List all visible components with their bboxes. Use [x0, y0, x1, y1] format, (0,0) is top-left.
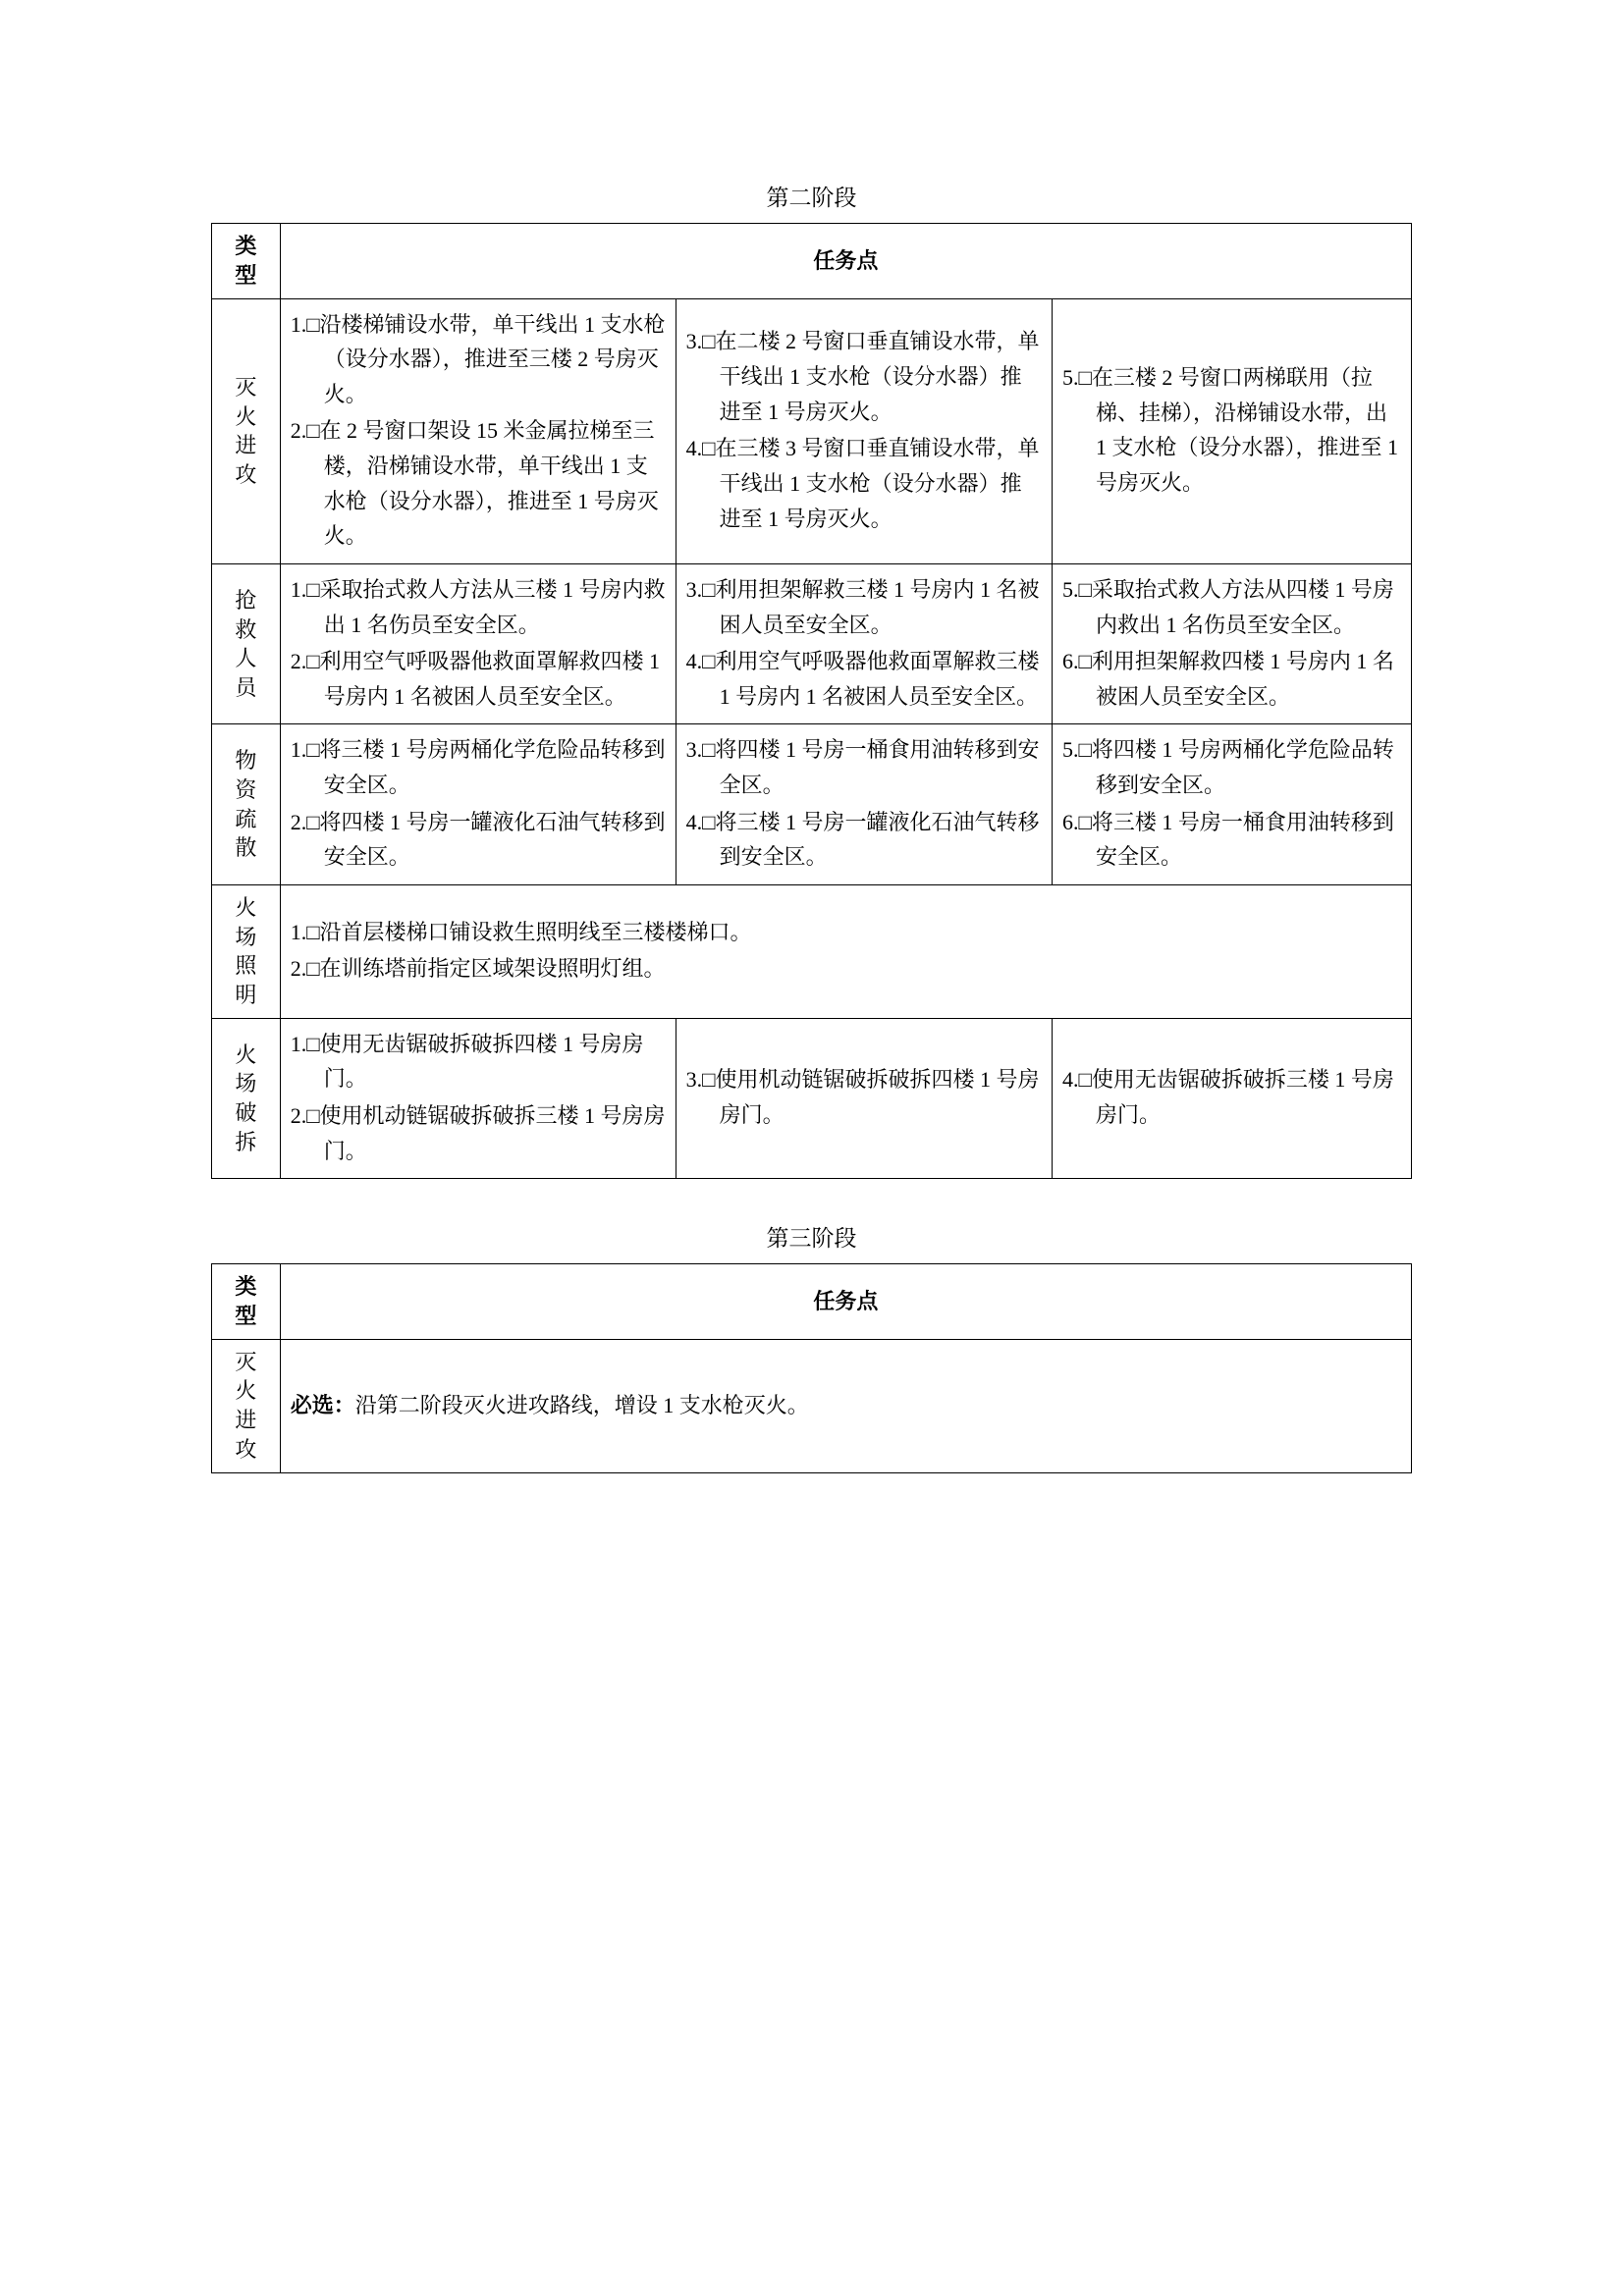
phase3-table: [211, 1263, 1412, 1472]
task-cell: [676, 298, 1052, 563]
header-type-cell: [212, 224, 281, 298]
task-cell: [280, 1018, 676, 1179]
task-item: 2.□在训练塔前指定区域架设照明灯组。: [290, 956, 666, 982]
task-item: 6.□利用担架解救四楼 1 号房内 1 名被困人员至安全区。: [1062, 649, 1394, 709]
row-type-cell: [212, 298, 281, 563]
required-prefix: 必选：: [290, 1393, 355, 1418]
row-type-label: 物资疏散: [235, 748, 257, 861]
task-item: 2.□使用机动链锯破拆破拆三楼 1 号房房门。: [290, 1102, 666, 1163]
task-item: 5.□将四楼 1 号房两桶化学危险品转移到安全区。: [1062, 737, 1394, 798]
task-item: 2.□将四楼 1 号房一罐液化石油气转移到安全区。: [290, 809, 666, 870]
header-task-cell: 任务点: [280, 1264, 1411, 1339]
row-type-cell: [212, 884, 281, 1018]
task-item: 3.□将四楼 1 号房一桶食用油转移到安全区。: [685, 737, 1040, 798]
task-cell: [1053, 724, 1412, 885]
task-cell: [676, 724, 1052, 885]
task-cell: [280, 724, 676, 885]
header-task-cell: 任务点: [280, 224, 1411, 298]
row-type-cell: [212, 1339, 281, 1472]
task-cell: [676, 563, 1052, 724]
task-item: 1.□使用无齿锯破拆破拆四楼 1 号房房门。: [290, 1031, 644, 1092]
table-row: [212, 563, 1412, 724]
row-type-cell: [212, 724, 281, 885]
row-type-cell: [212, 563, 281, 724]
task-item: 4.□利用空气呼吸器他救面罩解救三楼 1 号房内 1 名被困人员至安全区。: [685, 649, 1040, 709]
phase2-title: 第二阶段: [766, 185, 857, 210]
row-type-label: 灭火进攻: [235, 1349, 257, 1462]
row-type-label: 抢救人员: [235, 587, 257, 700]
row-type-label: 灭火进攻: [235, 374, 257, 487]
row-type-label: 火场破拆: [235, 1041, 257, 1154]
phase3-title: 第三阶段: [766, 1225, 857, 1252]
row-type-label: 火场照明: [235, 894, 257, 1007]
table-row: [212, 724, 1412, 885]
task-cell: [280, 298, 676, 563]
row-type-cell: [212, 1018, 281, 1179]
task-item: 1.□沿楼梯铺设水带，单干线出 1 支水枪（设分水器），推进至三楼 2 号房灭火。: [290, 311, 666, 406]
table-row: [212, 298, 1412, 563]
task-cell: [280, 884, 1411, 1018]
table-row: [212, 1018, 1412, 1179]
task-item: 3.□利用担架解救三楼 1 号房内 1 名被困人员至安全区。: [685, 576, 1040, 637]
table-row: [212, 884, 1412, 1018]
task-cell: [1053, 1018, 1412, 1179]
task-item: 4.□使用无齿锯破拆破拆三楼 1 号房房门。: [1062, 1067, 1394, 1127]
task-item: 6.□将三楼 1 号房一桶食用油转移到安全区。: [1062, 809, 1394, 870]
task-cell: [280, 1339, 1411, 1472]
task-item: 沿第二阶段灭火进攻路线，增设 1 支水枪灭火。: [354, 1393, 809, 1418]
task-item: 1.□将三楼 1 号房两桶化学危险品转移到安全区。: [290, 737, 666, 798]
table-header-row: [212, 224, 1412, 298]
task-cell: [1053, 563, 1412, 724]
task-item: 1.□沿首层楼梯口铺设救生照明线至三楼楼梯口。: [290, 919, 752, 944]
task-item: 3.□使用机动链锯破拆破拆四楼 1 号房房门。: [685, 1067, 1040, 1127]
section-spacer: [211, 1179, 1412, 1222]
task-item: 2.□在 2 号窗口架设 15 米金属拉梯至三楼，沿梯铺设水带，单干线出 1 支水枪（设分水器），推进至 1 号房灭火。: [290, 418, 659, 549]
task-item: 5.□采取抬式救人方法从四楼 1 号房内救出 1 名伤员至安全区。: [1062, 576, 1394, 637]
task-cell: [676, 1018, 1052, 1179]
task-cell: [280, 563, 676, 724]
phase2-table: [211, 223, 1412, 1179]
task-item: 5.□在三楼 2 号窗口两梯联用（拉梯、挂梯），沿梯铺设水带，出 1 支水枪（设分水器），推进至 1 号房灭火。: [1062, 365, 1399, 495]
task-cell: [1053, 298, 1412, 563]
task-item: 4.□将三楼 1 号房一罐液化石油气转移到安全区。: [685, 809, 1040, 870]
header-type-cell: [212, 1264, 281, 1339]
task-item: 4.□在三楼 3 号窗口垂直铺设水带，单干线出 1 支水枪（设分水器）推进至 1 号房灭火。: [685, 436, 1040, 531]
table-header-row: [212, 1264, 1412, 1339]
task-item: 3.□在二楼 2 号窗口垂直铺设水带，单干线出 1 支水枪（设分水器）推进至 1 号房灭火。: [685, 329, 1040, 424]
header-type-label: 类型: [235, 1274, 257, 1329]
task-item: 2.□利用空气呼吸器他救面罩解救四楼 1 号房内 1 名被困人员至安全区。: [290, 649, 660, 709]
header-type-label: 类型: [235, 234, 257, 288]
task-item: 1.□采取抬式救人方法从三楼 1 号房内救出 1 名伤员至安全区。: [290, 576, 666, 637]
table-row: [212, 1339, 1412, 1472]
